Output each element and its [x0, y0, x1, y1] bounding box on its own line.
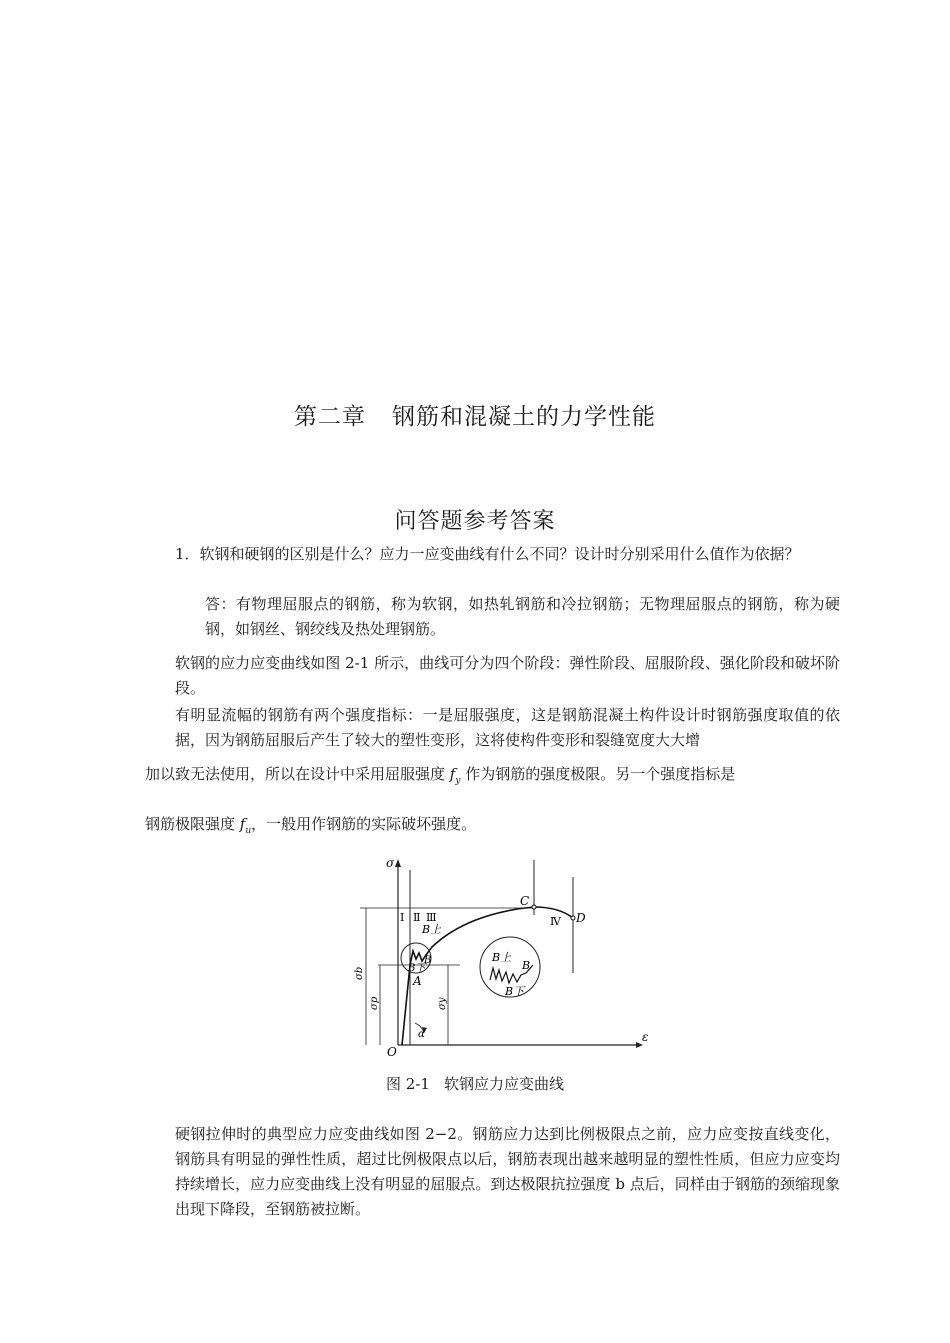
paragraph-hard-steel: 硬钢拉伸时的典型应力应变曲线如图 2−2。钢筋应力达到比例极限点之前，应力应变按直线变化，钢筋具有明显的弹性性质，超过比例极限点以后，钢筋表现出越来越明显的塑性性质，但应力应变均持续增长，应力应变曲线上没有明显的屈服点。到达极限抗拉强度 b 点后，同样由于钢筋的颈缩现象出现下降段，至钢筋被拉断。: [175, 1125, 840, 1218]
paragraph-ultimate-strength: 钢筋极限强度 $f_u$，一般用作钢筋的实际破坏强度。: [145, 815, 477, 836]
detail-b-upper-label: B上: [492, 951, 512, 964]
section-title: 问答题参考答案: [394, 509, 556, 534]
point-c-label: C: [520, 894, 530, 908]
paragraph-stress-strain: 软钢的应力应变曲线如图 2-1 所示，曲线可分为四个阶段：弹性阶段、屈服阶段、强化阶段和破坏阶段。: [175, 654, 840, 697]
sigma-p-label: σp: [369, 996, 380, 1010]
alpha-label: α: [418, 1029, 425, 1040]
stage-2-label: Ⅱ: [413, 911, 421, 924]
fu-symbol: $f_u$: [239, 815, 252, 836]
stage-1-label: Ⅰ: [400, 911, 405, 924]
y-axis-label: σ: [386, 856, 395, 870]
detail-b-lower-label: B下: [505, 985, 525, 998]
b-label: B: [424, 955, 432, 966]
sigma-y-label: σy: [437, 997, 448, 1010]
origin-label: O: [387, 1045, 397, 1059]
fy-symbol: $f_y$: [449, 765, 461, 786]
answer-text: 答：有物理屈服点的钢筋，称为软钢，如热轧钢筋和冷拉钢筋；无物理屈服点的钢筋，称为硬钢，如钢丝、钢绞线及热处理钢筋。: [205, 595, 840, 638]
stress-strain-diagram: [340, 855, 650, 1060]
b-lower-label: B下: [408, 963, 426, 974]
x-axis-label: ε: [642, 1030, 649, 1044]
point-a-label: A: [413, 974, 422, 988]
chapter-number: 第二章: [294, 404, 366, 430]
b-upper-label: B上: [422, 923, 442, 936]
detail-b-label: B: [522, 959, 531, 972]
paragraph-yield-strength: 加以致无法使用，所以在设计中采用屈服强度 $f_y$ 作为钢筋的强度极限。另一个强度指标是: [145, 765, 736, 786]
point-d-label: D: [576, 911, 586, 925]
question-text: 1．软钢和硬钢的区别是什么？应力一应变曲线有什么不同？设计时分别采用什么值作为依据？: [175, 545, 800, 563]
figure-caption: [0, 1073, 950, 1094]
stage-3-label: Ⅲ: [426, 911, 437, 924]
chapter-name: 钢筋和混凝土的力学性能: [392, 404, 656, 430]
stress-strain-figure: [340, 855, 650, 1060]
point-d-marker: [571, 916, 575, 920]
chapter-title: [0, 398, 950, 431]
sigma-b-label: σb: [354, 966, 365, 980]
figure-caption-text: 软钢应力应变曲线: [443, 1075, 564, 1093]
point-c-marker: [532, 905, 536, 909]
paragraph-strength-indices: 有明显流幅的钢筋有两个强度指标：一是屈服强度，这是钢筋混凝土构件设计时钢筋强度取值的依据，因为钢筋屈服后产生了较大的塑性变形，这将使构件变形和裂缝宽度大大增: [175, 706, 840, 749]
y-axis-arrow: [395, 859, 401, 867]
stage-4-label: Ⅳ: [550, 915, 561, 928]
figure-number: 图 2-1: [386, 1075, 430, 1093]
